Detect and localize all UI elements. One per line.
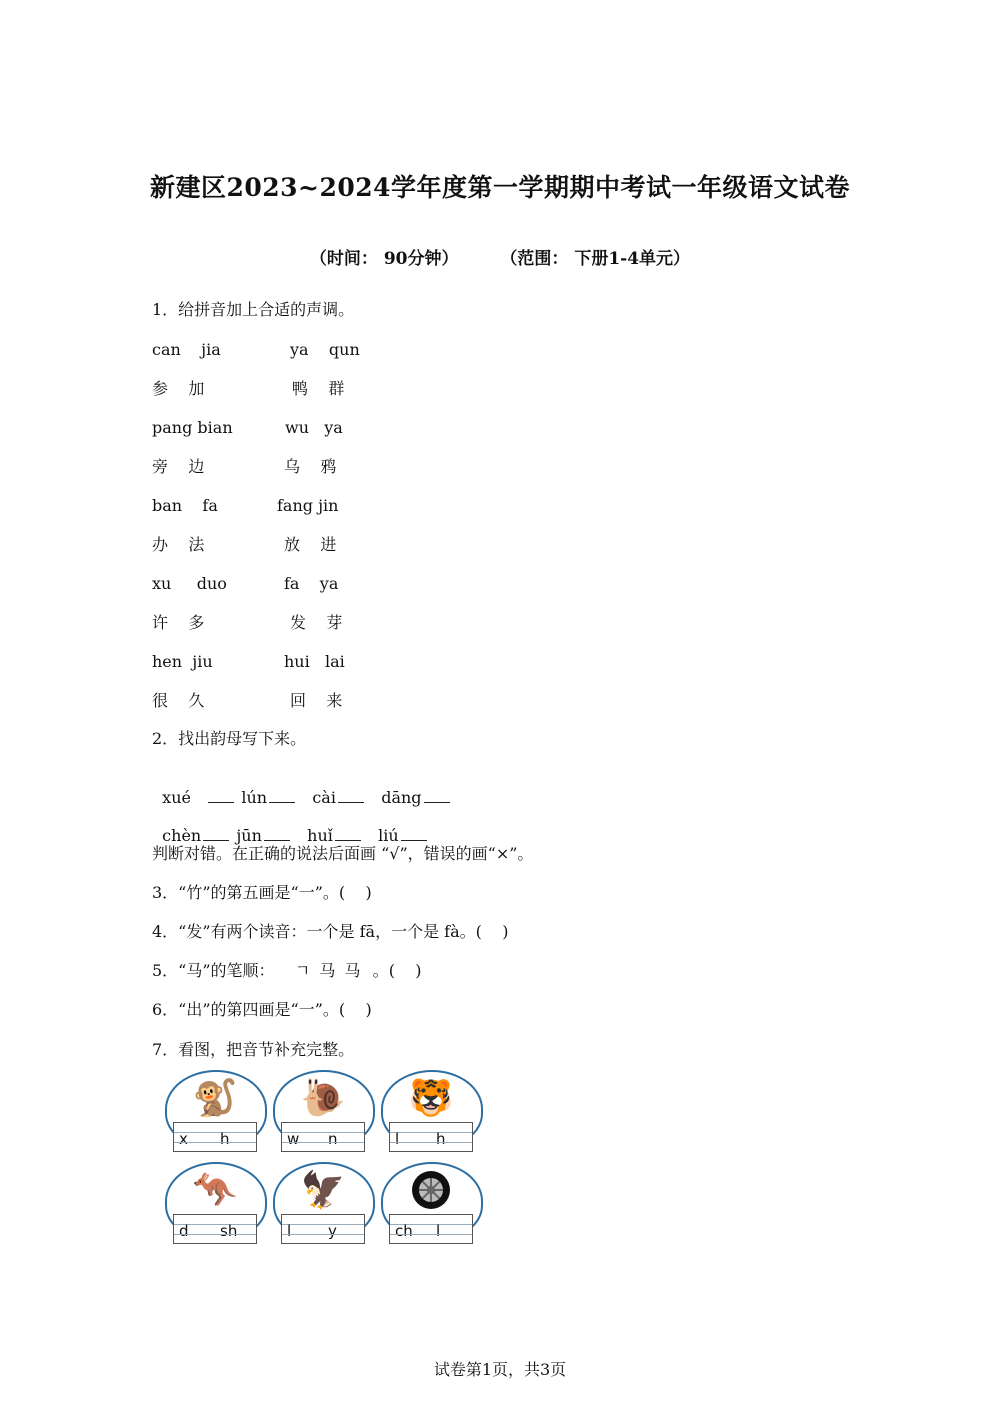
- q1-row: [152, 574, 339, 594]
- pinyin-grid[interactable]: [281, 1122, 365, 1152]
- second-initial-letter: h: [436, 1130, 446, 1148]
- initial-letter: x: [179, 1130, 188, 1148]
- q1-item-left: 办 法: [152, 535, 205, 554]
- exam-subtitle: [0, 244, 1000, 269]
- syllable: jūn: [236, 826, 262, 845]
- answer-blank[interactable]: [264, 826, 290, 841]
- q1-item-right: hui lai: [284, 652, 345, 671]
- q3-text: 3．“竹”的第五画是“一”。( ): [152, 883, 372, 902]
- snail-icon: 🐌: [300, 1078, 346, 1119]
- q1-item-right: fang jin: [277, 496, 339, 515]
- q6-text: 6．“出”的第四画是“一”。( ): [152, 1000, 372, 1019]
- q1-row: [152, 379, 345, 399]
- q1-item-right: fa ya: [284, 574, 339, 593]
- kangaroo-icon: 🦘: [192, 1170, 238, 1211]
- q5-suffix: 。( ): [372, 961, 422, 980]
- syllable: xué: [162, 788, 191, 807]
- answer-blank[interactable]: [208, 788, 234, 803]
- q1-row: [152, 418, 343, 438]
- q1-item-right: 发 芽: [290, 613, 343, 632]
- q1-item-left: 参 加: [152, 379, 205, 398]
- stroke-order: ㄱ 马 马: [294, 961, 363, 980]
- q1-item-left: 很 久: [152, 691, 205, 710]
- q7-prompt: 7．看图，把音节补充完整。: [152, 1040, 355, 1059]
- q1-row: [152, 613, 343, 633]
- answer-blank[interactable]: [269, 788, 295, 803]
- initial-letter: ch: [395, 1222, 413, 1240]
- tiger-icon: 🐯: [408, 1078, 454, 1119]
- q1-item-right: 放 进: [284, 535, 337, 554]
- exam-scope: （范围： 下册1-4单元）: [500, 249, 691, 269]
- initial-letter: l: [287, 1222, 292, 1240]
- pinyin-grid[interactable]: [389, 1122, 473, 1152]
- pinyin-grid[interactable]: [281, 1214, 365, 1244]
- second-initial-letter: l: [436, 1222, 441, 1240]
- answer-blank[interactable]: [424, 788, 450, 803]
- eagle-icon: 🦅: [300, 1170, 346, 1211]
- pinyin-grid[interactable]: [173, 1214, 257, 1244]
- q1-prompt: 1．给拼音加上合适的声调。: [152, 300, 355, 319]
- initial-letter: l: [395, 1130, 400, 1148]
- q1-item-right: 回 来: [290, 691, 343, 710]
- answer-blank[interactable]: [338, 788, 364, 803]
- second-initial-letter: sh: [220, 1222, 238, 1240]
- pinyin-grid[interactable]: [389, 1214, 473, 1244]
- q1-item-left: ban fa: [152, 496, 218, 515]
- q1-row: [152, 496, 339, 516]
- syllable-card: [379, 1070, 483, 1156]
- second-initial-letter: y: [328, 1222, 337, 1240]
- syllable-card: [271, 1162, 375, 1248]
- answer-blank[interactable]: [401, 826, 427, 841]
- page-footer: 试卷第1页，共3页: [433, 1360, 567, 1379]
- second-initial-letter: h: [220, 1130, 230, 1148]
- q1-item-left: can jia: [152, 340, 221, 359]
- second-initial-letter: n: [328, 1130, 338, 1148]
- q1-item-left: pang bian: [152, 418, 233, 437]
- answer-blank[interactable]: [203, 826, 229, 841]
- initial-letter: w: [287, 1130, 300, 1148]
- judge-intro: 判断对错。在正确的说法后面画 “√”，错误的画“×”。: [152, 844, 534, 863]
- q1-item-right: wu ya: [285, 418, 343, 437]
- syllable-card: [163, 1162, 267, 1248]
- q1-row: [152, 340, 360, 360]
- syllable-card: [379, 1162, 483, 1248]
- q5-prefix: 5．“马”的笔顺：: [152, 961, 275, 980]
- exam-title: 新建区2023~2024学年度第一学期期中考试一年级语文试卷: [149, 173, 851, 202]
- q1-row: [152, 652, 345, 672]
- syllable-card: [271, 1070, 375, 1156]
- q2-row-2: [152, 806, 429, 846]
- q2-prompt: 2．找出韵母写下来。: [152, 729, 307, 748]
- syllable: lún: [241, 788, 268, 807]
- q1-item-right: 乌 鸦: [284, 457, 337, 476]
- q1-item-left: 许 多: [152, 613, 205, 632]
- pinyin-grid[interactable]: [173, 1122, 257, 1152]
- q4-text: 4．“发”有两个读音：一个是 fā，一个是 fà。( ): [152, 922, 509, 941]
- syllable: chèn: [162, 826, 202, 845]
- q1-item-left: 旁 边: [152, 457, 205, 476]
- q1-item-right: 鸭 群: [292, 379, 345, 398]
- q1-item-left: xu duo: [152, 574, 227, 593]
- exam-time: （时间： 90分钟）: [309, 249, 459, 269]
- answer-blank[interactable]: [335, 826, 361, 841]
- picture-cards: [163, 1070, 493, 1250]
- syllable: huǐ: [307, 826, 333, 845]
- q1-item-right: ya qun: [290, 340, 360, 359]
- initial-letter: d: [179, 1222, 189, 1240]
- q2-row-1: [152, 768, 452, 808]
- q1-item-left: hen jiu: [152, 652, 213, 671]
- q1-row: [152, 457, 337, 477]
- q1-row: [152, 691, 343, 711]
- monkey-icon: 🐒: [192, 1078, 238, 1119]
- syllable: cài: [312, 788, 336, 807]
- syllable-card: [163, 1070, 267, 1156]
- q5-text: [152, 961, 422, 981]
- syllable: liú: [378, 826, 399, 845]
- q1-row: [152, 535, 337, 555]
- syllable: dāng: [381, 788, 422, 807]
- wheel-icon: [379, 1166, 483, 1214]
